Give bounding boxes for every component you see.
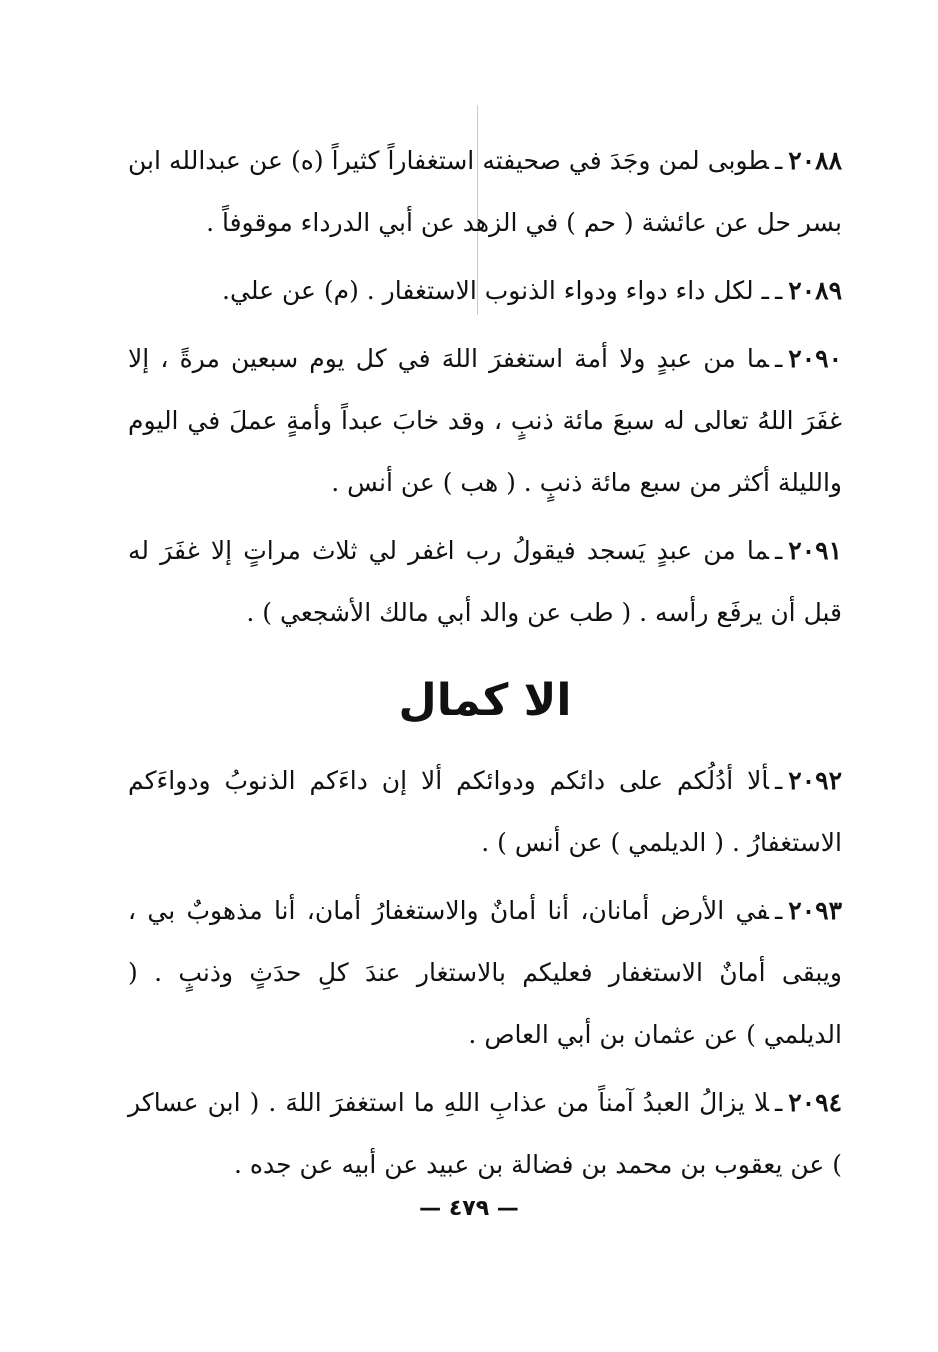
entry-number: ٢٠٩٠ <box>788 344 842 373</box>
section-heading: الا كمال <box>398 675 572 726</box>
entry-dash: ـ <box>774 1088 783 1117</box>
text-body <box>128 130 842 1196</box>
hadith-entry <box>128 130 842 254</box>
entry-text: لا يزالُ العبدُ آمناً من عذابِ اللهِ ما استغفرَ اللهَ . ( ابن عساكر ) عن يعقوب بن محمد بن فضالة بن عبيد عن أبيه عن جده . <box>128 1088 842 1179</box>
page-number: — ٤٧٩ — <box>419 1196 519 1221</box>
entry-text: ما من عبدٍ ولا أمة استغفرَ اللهَ في كل يوم سبعين مرةً ، إلا غفَرَ اللهُ تعالى له سبعَ مائة ذنبٍ ، وقد خابَ عبداً وأمةٍ عملَ في اليوم والليلة أكثر من سبع مائة ذنبٍ . ( هب ) عن أنس . <box>128 344 842 497</box>
entry-text: طوبى لمن وجَدَ في صحيفته استغفاراً كثيراً (ه) عن عبدالله ابن بسر حل عن عائشة ( حم ) في الزهد عن أبي الدرداء موقوفاً . <box>128 146 842 237</box>
entry-dash: ـ <box>774 896 783 925</box>
hadith-entry <box>128 750 842 874</box>
entry-dash: ـ <box>774 766 783 795</box>
entry-text: ألا أدُلُكم على دائكم ودوائكم ألا إن داءَكم الذنوبُ ودواءَكم الاستغفارُ . ( الديلمي ) عن أنس ) . <box>128 766 842 857</box>
entry-dash: ـ <box>774 536 783 565</box>
entry-number: ٢٠٨٩ <box>788 276 842 305</box>
entry-number: ٢٠٩٣ <box>788 896 842 925</box>
hadith-entry <box>128 1072 842 1196</box>
entry-dash: ـ <box>774 146 783 175</box>
hadith-entry <box>128 328 842 514</box>
entry-text: ما من عبدٍ يَسجد فيقولُ رب اغفر لي ثلاث مراتٍ إلا غفَرَ له قبل أن يرفَع رأسه . ( طب عن والد أبي مالك الأشجعي ) . <box>128 536 842 627</box>
hadith-entry <box>128 880 842 1066</box>
entry-number: ٢٠٩٤ <box>788 1088 842 1117</box>
entry-dash: ـ <box>774 276 783 305</box>
entry-text: في الأرض أمانان، أنا أمانٌ والاستغفارُ أمان، أنا مذهوبٌ بي ، ويبقى أمانٌ الاستغفار فعليكم بالاستغار عندَ كلِ حدَثٍ وذنبٍ . ( الديلمي ) عن عثمان بن أبي العاص . <box>128 896 842 1049</box>
entry-number: ٢٠٩١ <box>788 536 842 565</box>
entry-dash: ـ <box>774 344 783 373</box>
entry-number: ٢٠٨٨ <box>788 146 842 175</box>
hadith-entry <box>128 520 842 644</box>
entry-text: ـ لكل داء دواء ودواء الذنوب الاستغفار . (م) عن علي. <box>222 276 769 305</box>
entry-number: ٢٠٩٢ <box>788 766 842 795</box>
hadith-entry <box>128 260 842 322</box>
